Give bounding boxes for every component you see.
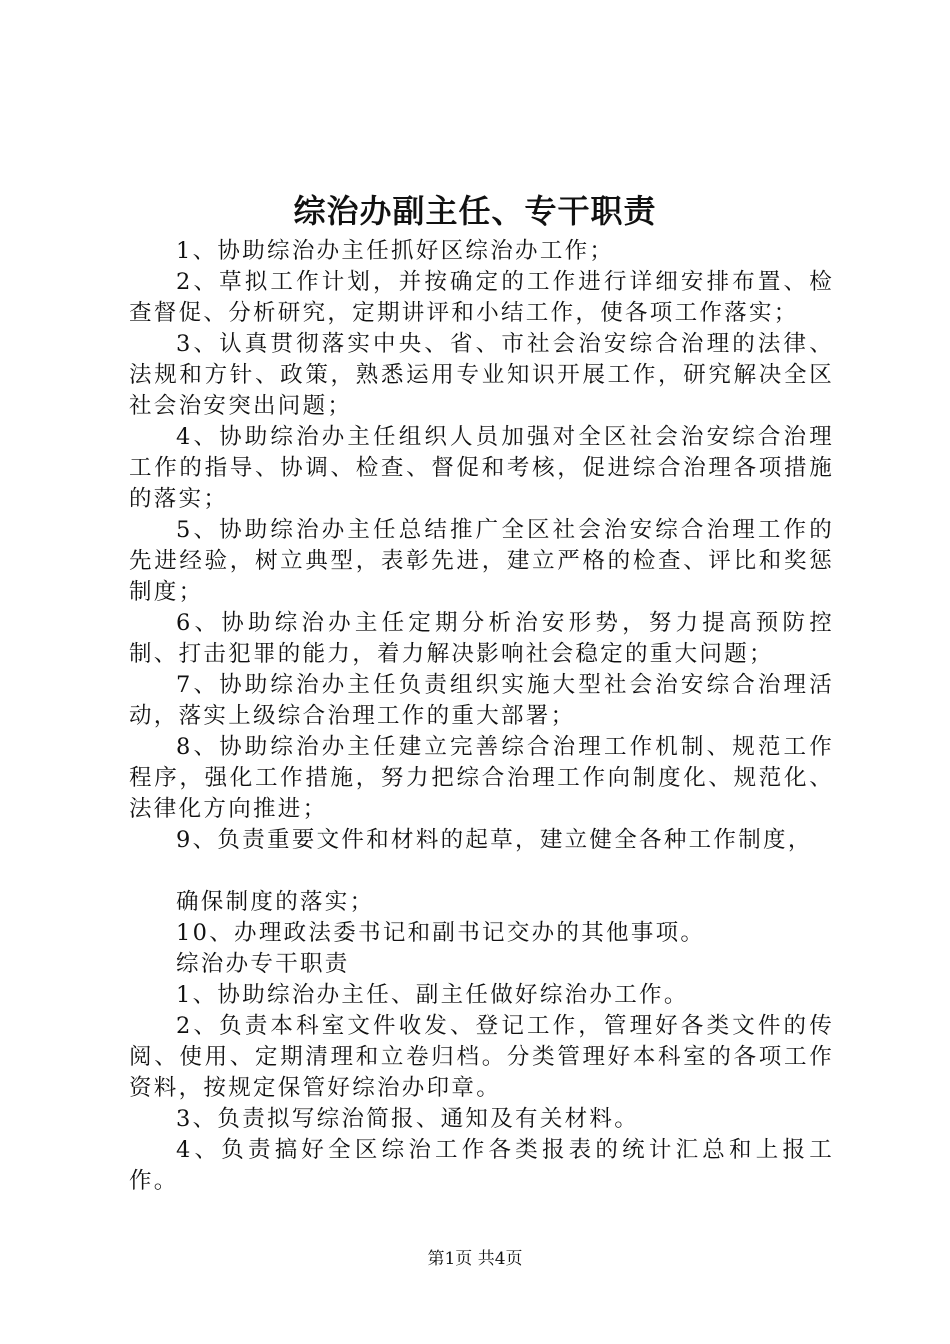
paragraph: 2、负责本科室文件收发、登记工作，管理好各类文件的传阅、使用、定期清理和立卷归档。分类管理好本科室的各项工作资料，按规定保管好综治办印章。: [129, 1013, 834, 1101]
paragraph: 3、负责拟写综治简报、通知及有关材料。: [176, 1106, 640, 1132]
paragraph: 3、认真贯彻落实中央、省、市社会治安综合治理的法律、法规和方针、政策，熟悉运用专业知识开展工作，研究解决全区社会治安突出问题；: [129, 331, 834, 419]
paragraph: 10、办理政法委书记和副书记交办的其他事项。: [176, 920, 706, 946]
paragraph: 1、协助综治办主任、副主任做好综治办工作。: [176, 982, 689, 1008]
paragraph: 2、草拟工作计划，并按确定的工作进行详细安排布置、检查督促、分析研究，定期讲评和小结工作，使各项工作落实；: [129, 269, 834, 326]
paragraph: 7、协助综治办主任负责组织实施大型社会治安综合治理活动，落实上级综合治理工作的重大部署；: [129, 672, 834, 729]
paragraph: 8、协助综治办主任建立完善综合治理工作机制、规范工作程序，强化工作措施，努力把综合治理工作向制度化、规范化、法律化方向推进；: [129, 734, 834, 822]
paragraph: 5、协助综治办主任总结推广全区社会治安综合治理工作的先进经验，树立典型，表彰先进，建立严格的检查、评比和奖惩制度；: [129, 517, 834, 605]
paragraph: 1、协助综治办主任抓好区综治办工作；: [176, 238, 615, 264]
paragraph: 4、负责搞好全区综治工作各类报表的统计汇总和上报工作。: [129, 1137, 834, 1194]
paragraph: 4、协助综治办主任组织人员加强对全区社会治安综合治理工作的指导、协调、检查、督促和考核，促进综合治理各项措施的落实；: [129, 424, 834, 512]
document-body: [129, 236, 834, 1197]
paragraph: 9、负责重要文件和材料的起草，建立健全各种工作制度，: [176, 827, 813, 853]
paragraph: 确保制度的落实；: [176, 889, 375, 915]
page-number-footer: 第1页 共4页: [427, 1249, 523, 1269]
document-title: 综治办副主任、专干职责: [293, 192, 657, 230]
paragraph: 6、协助综治办主任定期分析治安形势，努力提高预防控制、打击犯罪的能力，着力解决影响社会稳定的重大问题；: [129, 610, 834, 667]
section-heading: 综治办专干职责: [176, 951, 350, 977]
